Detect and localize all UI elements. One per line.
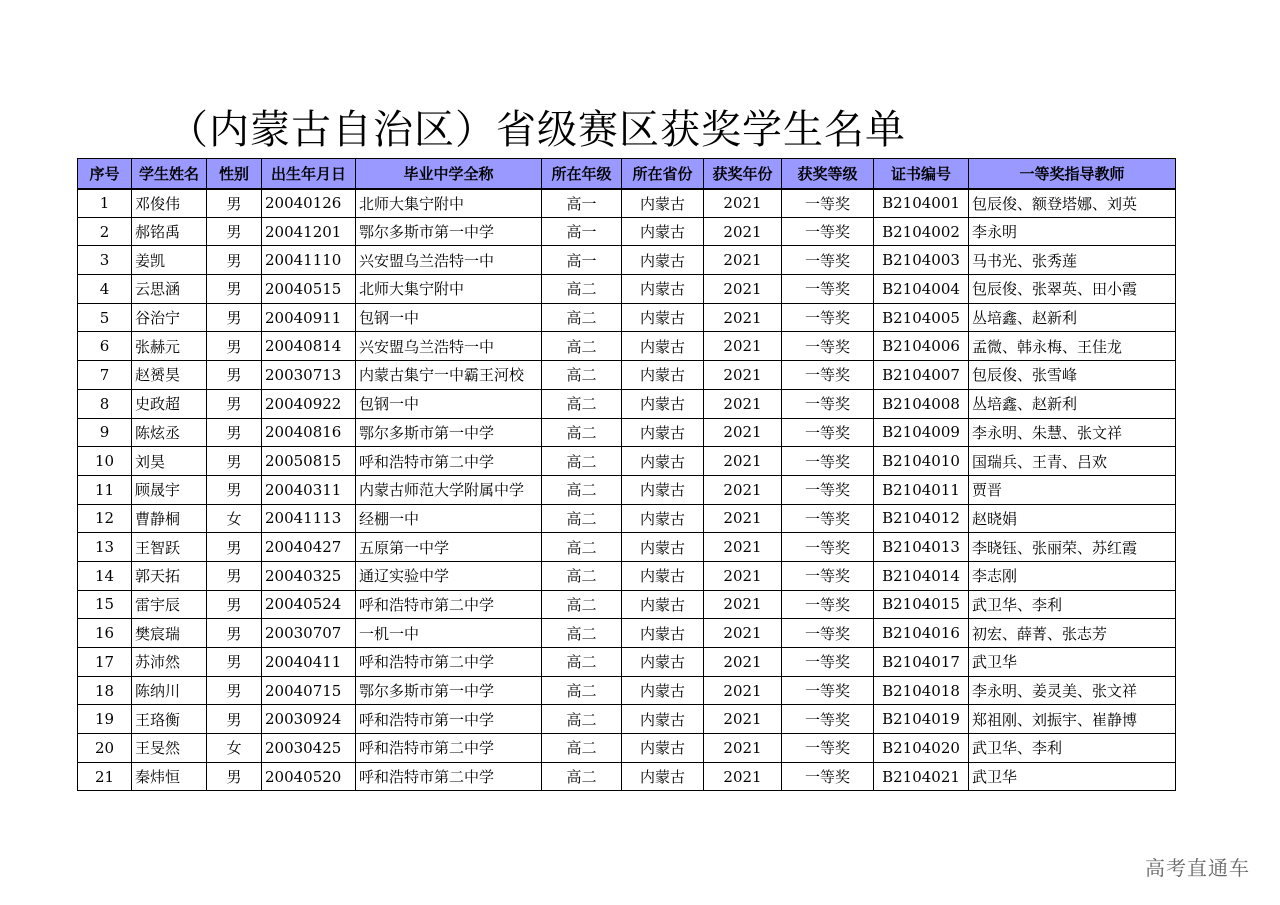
col-header-level: 获奖等级 bbox=[782, 159, 874, 189]
award-year-cell: 2021 bbox=[704, 676, 782, 705]
award-year-cell: 2021 bbox=[704, 619, 782, 648]
student-name-cell: 王旻然 bbox=[132, 734, 207, 763]
table-row bbox=[78, 762, 1176, 791]
school-cell: 北师大集宁附中 bbox=[356, 275, 542, 304]
certificate-number-cell: B2104008 bbox=[874, 389, 969, 418]
school-cell: 呼和浩特市第一中学 bbox=[356, 705, 542, 734]
province-cell: 内蒙古 bbox=[622, 217, 704, 246]
grade-cell: 高二 bbox=[542, 533, 622, 562]
table-row bbox=[78, 217, 1176, 246]
row-index-cell: 3 bbox=[78, 246, 132, 275]
student-name-cell: 陈纳川 bbox=[132, 676, 207, 705]
certificate-number-cell: B2104006 bbox=[874, 332, 969, 361]
province-cell: 内蒙古 bbox=[622, 561, 704, 590]
row-index-cell: 5 bbox=[78, 303, 132, 332]
gender-cell: 男 bbox=[207, 619, 262, 648]
row-index-cell: 1 bbox=[78, 189, 132, 218]
province-cell: 内蒙古 bbox=[622, 619, 704, 648]
student-name-cell: 赵赟昊 bbox=[132, 361, 207, 390]
teachers-cell: 马书光、张秀莲 bbox=[969, 246, 1176, 275]
table-row bbox=[78, 246, 1176, 275]
school-cell: 鄂尔多斯市第一中学 bbox=[356, 217, 542, 246]
row-index-cell: 20 bbox=[78, 734, 132, 763]
grade-cell: 高二 bbox=[542, 648, 622, 677]
province-cell: 内蒙古 bbox=[622, 332, 704, 361]
school-cell: 包钢一中 bbox=[356, 303, 542, 332]
school-cell: 北师大集宁附中 bbox=[356, 189, 542, 218]
col-header-index: 序号 bbox=[78, 159, 132, 189]
award-year-cell: 2021 bbox=[704, 217, 782, 246]
table-row bbox=[78, 648, 1176, 677]
province-cell: 内蒙古 bbox=[622, 762, 704, 791]
award-level-cell: 一等奖 bbox=[782, 504, 874, 533]
birthdate-cell: 20040922 bbox=[262, 389, 356, 418]
gender-cell: 男 bbox=[207, 705, 262, 734]
award-level-cell: 一等奖 bbox=[782, 418, 874, 447]
province-cell: 内蒙古 bbox=[622, 418, 704, 447]
certificate-number-cell: B2104002 bbox=[874, 217, 969, 246]
gender-cell: 男 bbox=[207, 332, 262, 361]
student-name-cell: 樊宸瑞 bbox=[132, 619, 207, 648]
school-cell: 兴安盟乌兰浩特一中 bbox=[356, 332, 542, 361]
birthdate-cell: 20030924 bbox=[262, 705, 356, 734]
certificate-number-cell: B2104017 bbox=[874, 648, 969, 677]
grade-cell: 高二 bbox=[542, 447, 622, 476]
watermark: 高考直通车 bbox=[1145, 856, 1250, 880]
row-index-cell: 4 bbox=[78, 275, 132, 304]
school-cell: 内蒙古师范大学附属中学 bbox=[356, 475, 542, 504]
award-year-cell: 2021 bbox=[704, 189, 782, 218]
teachers-cell: 包辰俊、额登塔娜、刘英 bbox=[969, 189, 1176, 218]
row-index-cell: 16 bbox=[78, 619, 132, 648]
teachers-cell: 郑祖刚、刘振宇、崔静博 bbox=[969, 705, 1176, 734]
table-row bbox=[78, 676, 1176, 705]
school-cell: 一机一中 bbox=[356, 619, 542, 648]
table-row bbox=[78, 303, 1176, 332]
student-name-cell: 邓俊伟 bbox=[132, 189, 207, 218]
certificate-number-cell: B2104007 bbox=[874, 361, 969, 390]
row-index-cell: 18 bbox=[78, 676, 132, 705]
award-level-cell: 一等奖 bbox=[782, 475, 874, 504]
student-name-cell: 谷治宁 bbox=[132, 303, 207, 332]
birthdate-cell: 20040715 bbox=[262, 676, 356, 705]
award-year-cell: 2021 bbox=[704, 705, 782, 734]
col-header-birthdate: 出生年月日 bbox=[262, 159, 356, 189]
birthdate-cell: 20030425 bbox=[262, 734, 356, 763]
gender-cell: 女 bbox=[207, 504, 262, 533]
award-level-cell: 一等奖 bbox=[782, 705, 874, 734]
province-cell: 内蒙古 bbox=[622, 504, 704, 533]
grade-cell: 高二 bbox=[542, 676, 622, 705]
award-level-cell: 一等奖 bbox=[782, 734, 874, 763]
school-cell: 包钢一中 bbox=[356, 389, 542, 418]
award-level-cell: 一等奖 bbox=[782, 275, 874, 304]
award-year-cell: 2021 bbox=[704, 590, 782, 619]
award-level-cell: 一等奖 bbox=[782, 533, 874, 562]
province-cell: 内蒙古 bbox=[622, 389, 704, 418]
award-level-cell: 一等奖 bbox=[782, 619, 874, 648]
row-index-cell: 12 bbox=[78, 504, 132, 533]
certificate-number-cell: B2104004 bbox=[874, 275, 969, 304]
col-header-province: 所在省份 bbox=[622, 159, 704, 189]
grade-cell: 高二 bbox=[542, 590, 622, 619]
province-cell: 内蒙古 bbox=[622, 648, 704, 677]
student-name-cell: 王智跃 bbox=[132, 533, 207, 562]
school-cell: 经棚一中 bbox=[356, 504, 542, 533]
student-name-cell: 郝铭禹 bbox=[132, 217, 207, 246]
student-name-cell: 陈炫丞 bbox=[132, 418, 207, 447]
student-name-cell: 张赫元 bbox=[132, 332, 207, 361]
province-cell: 内蒙古 bbox=[622, 303, 704, 332]
grade-cell: 高一 bbox=[542, 246, 622, 275]
table-row bbox=[78, 734, 1176, 763]
teachers-cell: 国瑞兵、王青、吕欢 bbox=[969, 447, 1176, 476]
award-year-cell: 2021 bbox=[704, 648, 782, 677]
school-cell: 呼和浩特市第二中学 bbox=[356, 648, 542, 677]
school-cell: 五原第一中学 bbox=[356, 533, 542, 562]
province-cell: 内蒙古 bbox=[622, 734, 704, 763]
award-level-cell: 一等奖 bbox=[782, 590, 874, 619]
row-index-cell: 7 bbox=[78, 361, 132, 390]
page-title: （内蒙古自治区）省级赛区获奖学生名单 bbox=[168, 107, 906, 153]
col-header-grade: 所在年级 bbox=[542, 159, 622, 189]
birthdate-cell: 20040816 bbox=[262, 418, 356, 447]
table-row bbox=[78, 275, 1176, 304]
award-level-cell: 一等奖 bbox=[782, 676, 874, 705]
gender-cell: 男 bbox=[207, 303, 262, 332]
teachers-cell: 包辰俊、张雪峰 bbox=[969, 361, 1176, 390]
row-index-cell: 17 bbox=[78, 648, 132, 677]
table-row bbox=[78, 619, 1176, 648]
table-row bbox=[78, 189, 1176, 218]
province-cell: 内蒙古 bbox=[622, 475, 704, 504]
certificate-number-cell: B2104009 bbox=[874, 418, 969, 447]
school-cell: 兴安盟乌兰浩特一中 bbox=[356, 246, 542, 275]
province-cell: 内蒙古 bbox=[622, 676, 704, 705]
grade-cell: 高二 bbox=[542, 504, 622, 533]
grade-cell: 高二 bbox=[542, 303, 622, 332]
gender-cell: 男 bbox=[207, 189, 262, 218]
award-year-cell: 2021 bbox=[704, 275, 782, 304]
teachers-cell: 李永明 bbox=[969, 217, 1176, 246]
teachers-cell: 武卫华、李利 bbox=[969, 590, 1176, 619]
student-name-cell: 王珞衡 bbox=[132, 705, 207, 734]
teachers-cell: 赵晓娟 bbox=[969, 504, 1176, 533]
award-level-cell: 一等奖 bbox=[782, 447, 874, 476]
row-index-cell: 14 bbox=[78, 561, 132, 590]
table-row bbox=[78, 705, 1176, 734]
teachers-cell: 丛培鑫、赵新利 bbox=[969, 303, 1176, 332]
col-header-year: 获奖年份 bbox=[704, 159, 782, 189]
row-index-cell: 11 bbox=[78, 475, 132, 504]
certificate-number-cell: B2104012 bbox=[874, 504, 969, 533]
grade-cell: 高二 bbox=[542, 332, 622, 361]
award-level-cell: 一等奖 bbox=[782, 217, 874, 246]
grade-cell: 高二 bbox=[542, 561, 622, 590]
col-header-teachers: 一等奖指导教师 bbox=[969, 159, 1176, 189]
teachers-cell: 李永明、姜灵美、张文祥 bbox=[969, 676, 1176, 705]
birthdate-cell: 20040524 bbox=[262, 590, 356, 619]
award-year-cell: 2021 bbox=[704, 475, 782, 504]
school-cell: 呼和浩特市第二中学 bbox=[356, 447, 542, 476]
award-year-cell: 2021 bbox=[704, 734, 782, 763]
gender-cell: 男 bbox=[207, 648, 262, 677]
school-cell: 内蒙古集宁一中霸王河校 bbox=[356, 361, 542, 390]
row-index-cell: 19 bbox=[78, 705, 132, 734]
birthdate-cell: 20040325 bbox=[262, 561, 356, 590]
award-year-cell: 2021 bbox=[704, 504, 782, 533]
birthdate-cell: 20030713 bbox=[262, 361, 356, 390]
award-year-cell: 2021 bbox=[704, 418, 782, 447]
gender-cell: 男 bbox=[207, 561, 262, 590]
school-cell: 呼和浩特市第二中学 bbox=[356, 762, 542, 791]
province-cell: 内蒙古 bbox=[622, 246, 704, 275]
student-name-cell: 苏沛然 bbox=[132, 648, 207, 677]
col-header-certificate: 证书编号 bbox=[874, 159, 969, 189]
teachers-cell: 贾晋 bbox=[969, 475, 1176, 504]
birthdate-cell: 20040311 bbox=[262, 475, 356, 504]
col-header-gender: 性别 bbox=[207, 159, 262, 189]
row-index-cell: 2 bbox=[78, 217, 132, 246]
birthdate-cell: 20040515 bbox=[262, 275, 356, 304]
gender-cell: 男 bbox=[207, 676, 262, 705]
certificate-number-cell: B2104005 bbox=[874, 303, 969, 332]
student-name-cell: 曹静桐 bbox=[132, 504, 207, 533]
province-cell: 内蒙古 bbox=[622, 361, 704, 390]
row-index-cell: 21 bbox=[78, 762, 132, 791]
province-cell: 内蒙古 bbox=[622, 533, 704, 562]
school-cell: 鄂尔多斯市第一中学 bbox=[356, 418, 542, 447]
teachers-cell: 李志刚 bbox=[969, 561, 1176, 590]
table-row bbox=[78, 561, 1176, 590]
award-year-cell: 2021 bbox=[704, 389, 782, 418]
row-index-cell: 13 bbox=[78, 533, 132, 562]
birthdate-cell: 20030707 bbox=[262, 619, 356, 648]
row-index-cell: 6 bbox=[78, 332, 132, 361]
certificate-number-cell: B2104021 bbox=[874, 762, 969, 791]
table-row bbox=[78, 590, 1176, 619]
award-year-cell: 2021 bbox=[704, 303, 782, 332]
grade-cell: 高二 bbox=[542, 705, 622, 734]
award-level-cell: 一等奖 bbox=[782, 303, 874, 332]
col-header-name: 学生姓名 bbox=[132, 159, 207, 189]
table-header-row bbox=[78, 159, 1176, 189]
awards-table bbox=[77, 158, 1176, 791]
table-row bbox=[78, 504, 1176, 533]
gender-cell: 男 bbox=[207, 590, 262, 619]
grade-cell: 高二 bbox=[542, 734, 622, 763]
table-body bbox=[78, 189, 1176, 791]
birthdate-cell: 20041113 bbox=[262, 504, 356, 533]
award-year-cell: 2021 bbox=[704, 762, 782, 791]
grade-cell: 高二 bbox=[542, 389, 622, 418]
grade-cell: 高二 bbox=[542, 762, 622, 791]
teachers-cell: 武卫华 bbox=[969, 648, 1176, 677]
teachers-cell: 包辰俊、张翠英、田小霞 bbox=[969, 275, 1176, 304]
table-row bbox=[78, 533, 1176, 562]
birthdate-cell: 20040427 bbox=[262, 533, 356, 562]
gender-cell: 男 bbox=[207, 762, 262, 791]
teachers-cell: 武卫华 bbox=[969, 762, 1176, 791]
gender-cell: 男 bbox=[207, 217, 262, 246]
birthdate-cell: 20050815 bbox=[262, 447, 356, 476]
school-cell: 通辽实验中学 bbox=[356, 561, 542, 590]
award-level-cell: 一等奖 bbox=[782, 332, 874, 361]
gender-cell: 男 bbox=[207, 447, 262, 476]
teachers-cell: 李永明、朱慧、张文祥 bbox=[969, 418, 1176, 447]
certificate-number-cell: B2104001 bbox=[874, 189, 969, 218]
teachers-cell: 孟微、韩永梅、王佳龙 bbox=[969, 332, 1176, 361]
student-name-cell: 雷宇辰 bbox=[132, 590, 207, 619]
col-header-school: 毕业中学全称 bbox=[356, 159, 542, 189]
gender-cell: 男 bbox=[207, 389, 262, 418]
province-cell: 内蒙古 bbox=[622, 189, 704, 218]
award-level-cell: 一等奖 bbox=[782, 189, 874, 218]
certificate-number-cell: B2104010 bbox=[874, 447, 969, 476]
school-cell: 呼和浩特市第二中学 bbox=[356, 590, 542, 619]
teachers-cell: 初宏、薛菁、张志芳 bbox=[969, 619, 1176, 648]
grade-cell: 高二 bbox=[542, 361, 622, 390]
birthdate-cell: 20040126 bbox=[262, 189, 356, 218]
grade-cell: 高一 bbox=[542, 217, 622, 246]
teachers-cell: 丛培鑫、赵新利 bbox=[969, 389, 1176, 418]
award-year-cell: 2021 bbox=[704, 447, 782, 476]
table-row bbox=[78, 332, 1176, 361]
certificate-number-cell: B2104019 bbox=[874, 705, 969, 734]
certificate-number-cell: B2104016 bbox=[874, 619, 969, 648]
certificate-number-cell: B2104015 bbox=[874, 590, 969, 619]
grade-cell: 高一 bbox=[542, 189, 622, 218]
row-index-cell: 10 bbox=[78, 447, 132, 476]
award-level-cell: 一等奖 bbox=[782, 561, 874, 590]
gender-cell: 男 bbox=[207, 533, 262, 562]
award-year-cell: 2021 bbox=[704, 533, 782, 562]
award-level-cell: 一等奖 bbox=[782, 762, 874, 791]
row-index-cell: 8 bbox=[78, 389, 132, 418]
table-row bbox=[78, 447, 1176, 476]
award-level-cell: 一等奖 bbox=[782, 361, 874, 390]
birthdate-cell: 20041201 bbox=[262, 217, 356, 246]
province-cell: 内蒙古 bbox=[622, 705, 704, 734]
award-year-cell: 2021 bbox=[704, 332, 782, 361]
student-name-cell: 姜凯 bbox=[132, 246, 207, 275]
birthdate-cell: 20041110 bbox=[262, 246, 356, 275]
gender-cell: 男 bbox=[207, 246, 262, 275]
gender-cell: 男 bbox=[207, 361, 262, 390]
province-cell: 内蒙古 bbox=[622, 590, 704, 619]
birthdate-cell: 20040911 bbox=[262, 303, 356, 332]
student-name-cell: 史政超 bbox=[132, 389, 207, 418]
gender-cell: 男 bbox=[207, 475, 262, 504]
award-year-cell: 2021 bbox=[704, 361, 782, 390]
student-name-cell: 郭天拓 bbox=[132, 561, 207, 590]
birthdate-cell: 20040411 bbox=[262, 648, 356, 677]
school-cell: 鄂尔多斯市第一中学 bbox=[356, 676, 542, 705]
certificate-number-cell: B2104018 bbox=[874, 676, 969, 705]
gender-cell: 女 bbox=[207, 734, 262, 763]
table-row bbox=[78, 418, 1176, 447]
award-year-cell: 2021 bbox=[704, 561, 782, 590]
certificate-number-cell: B2104011 bbox=[874, 475, 969, 504]
grade-cell: 高二 bbox=[542, 475, 622, 504]
student-name-cell: 秦炜恒 bbox=[132, 762, 207, 791]
table-row bbox=[78, 389, 1176, 418]
teachers-cell: 李晓钰、张丽荣、苏红霞 bbox=[969, 533, 1176, 562]
birthdate-cell: 20040814 bbox=[262, 332, 356, 361]
row-index-cell: 15 bbox=[78, 590, 132, 619]
school-cell: 呼和浩特市第二中学 bbox=[356, 734, 542, 763]
grade-cell: 高二 bbox=[542, 418, 622, 447]
award-year-cell: 2021 bbox=[704, 246, 782, 275]
row-index-cell: 9 bbox=[78, 418, 132, 447]
teachers-cell: 武卫华、李利 bbox=[969, 734, 1176, 763]
table-row bbox=[78, 475, 1176, 504]
student-name-cell: 云思涵 bbox=[132, 275, 207, 304]
province-cell: 内蒙古 bbox=[622, 447, 704, 476]
student-name-cell: 顾晟宇 bbox=[132, 475, 207, 504]
gender-cell: 男 bbox=[207, 275, 262, 304]
table-row bbox=[78, 361, 1176, 390]
award-level-cell: 一等奖 bbox=[782, 246, 874, 275]
grade-cell: 高二 bbox=[542, 275, 622, 304]
birthdate-cell: 20040520 bbox=[262, 762, 356, 791]
gender-cell: 男 bbox=[207, 418, 262, 447]
award-level-cell: 一等奖 bbox=[782, 389, 874, 418]
grade-cell: 高二 bbox=[542, 619, 622, 648]
certificate-number-cell: B2104013 bbox=[874, 533, 969, 562]
province-cell: 内蒙古 bbox=[622, 275, 704, 304]
certificate-number-cell: B2104014 bbox=[874, 561, 969, 590]
certificate-number-cell: B2104003 bbox=[874, 246, 969, 275]
award-level-cell: 一等奖 bbox=[782, 648, 874, 677]
certificate-number-cell: B2104020 bbox=[874, 734, 969, 763]
student-name-cell: 刘昊 bbox=[132, 447, 207, 476]
